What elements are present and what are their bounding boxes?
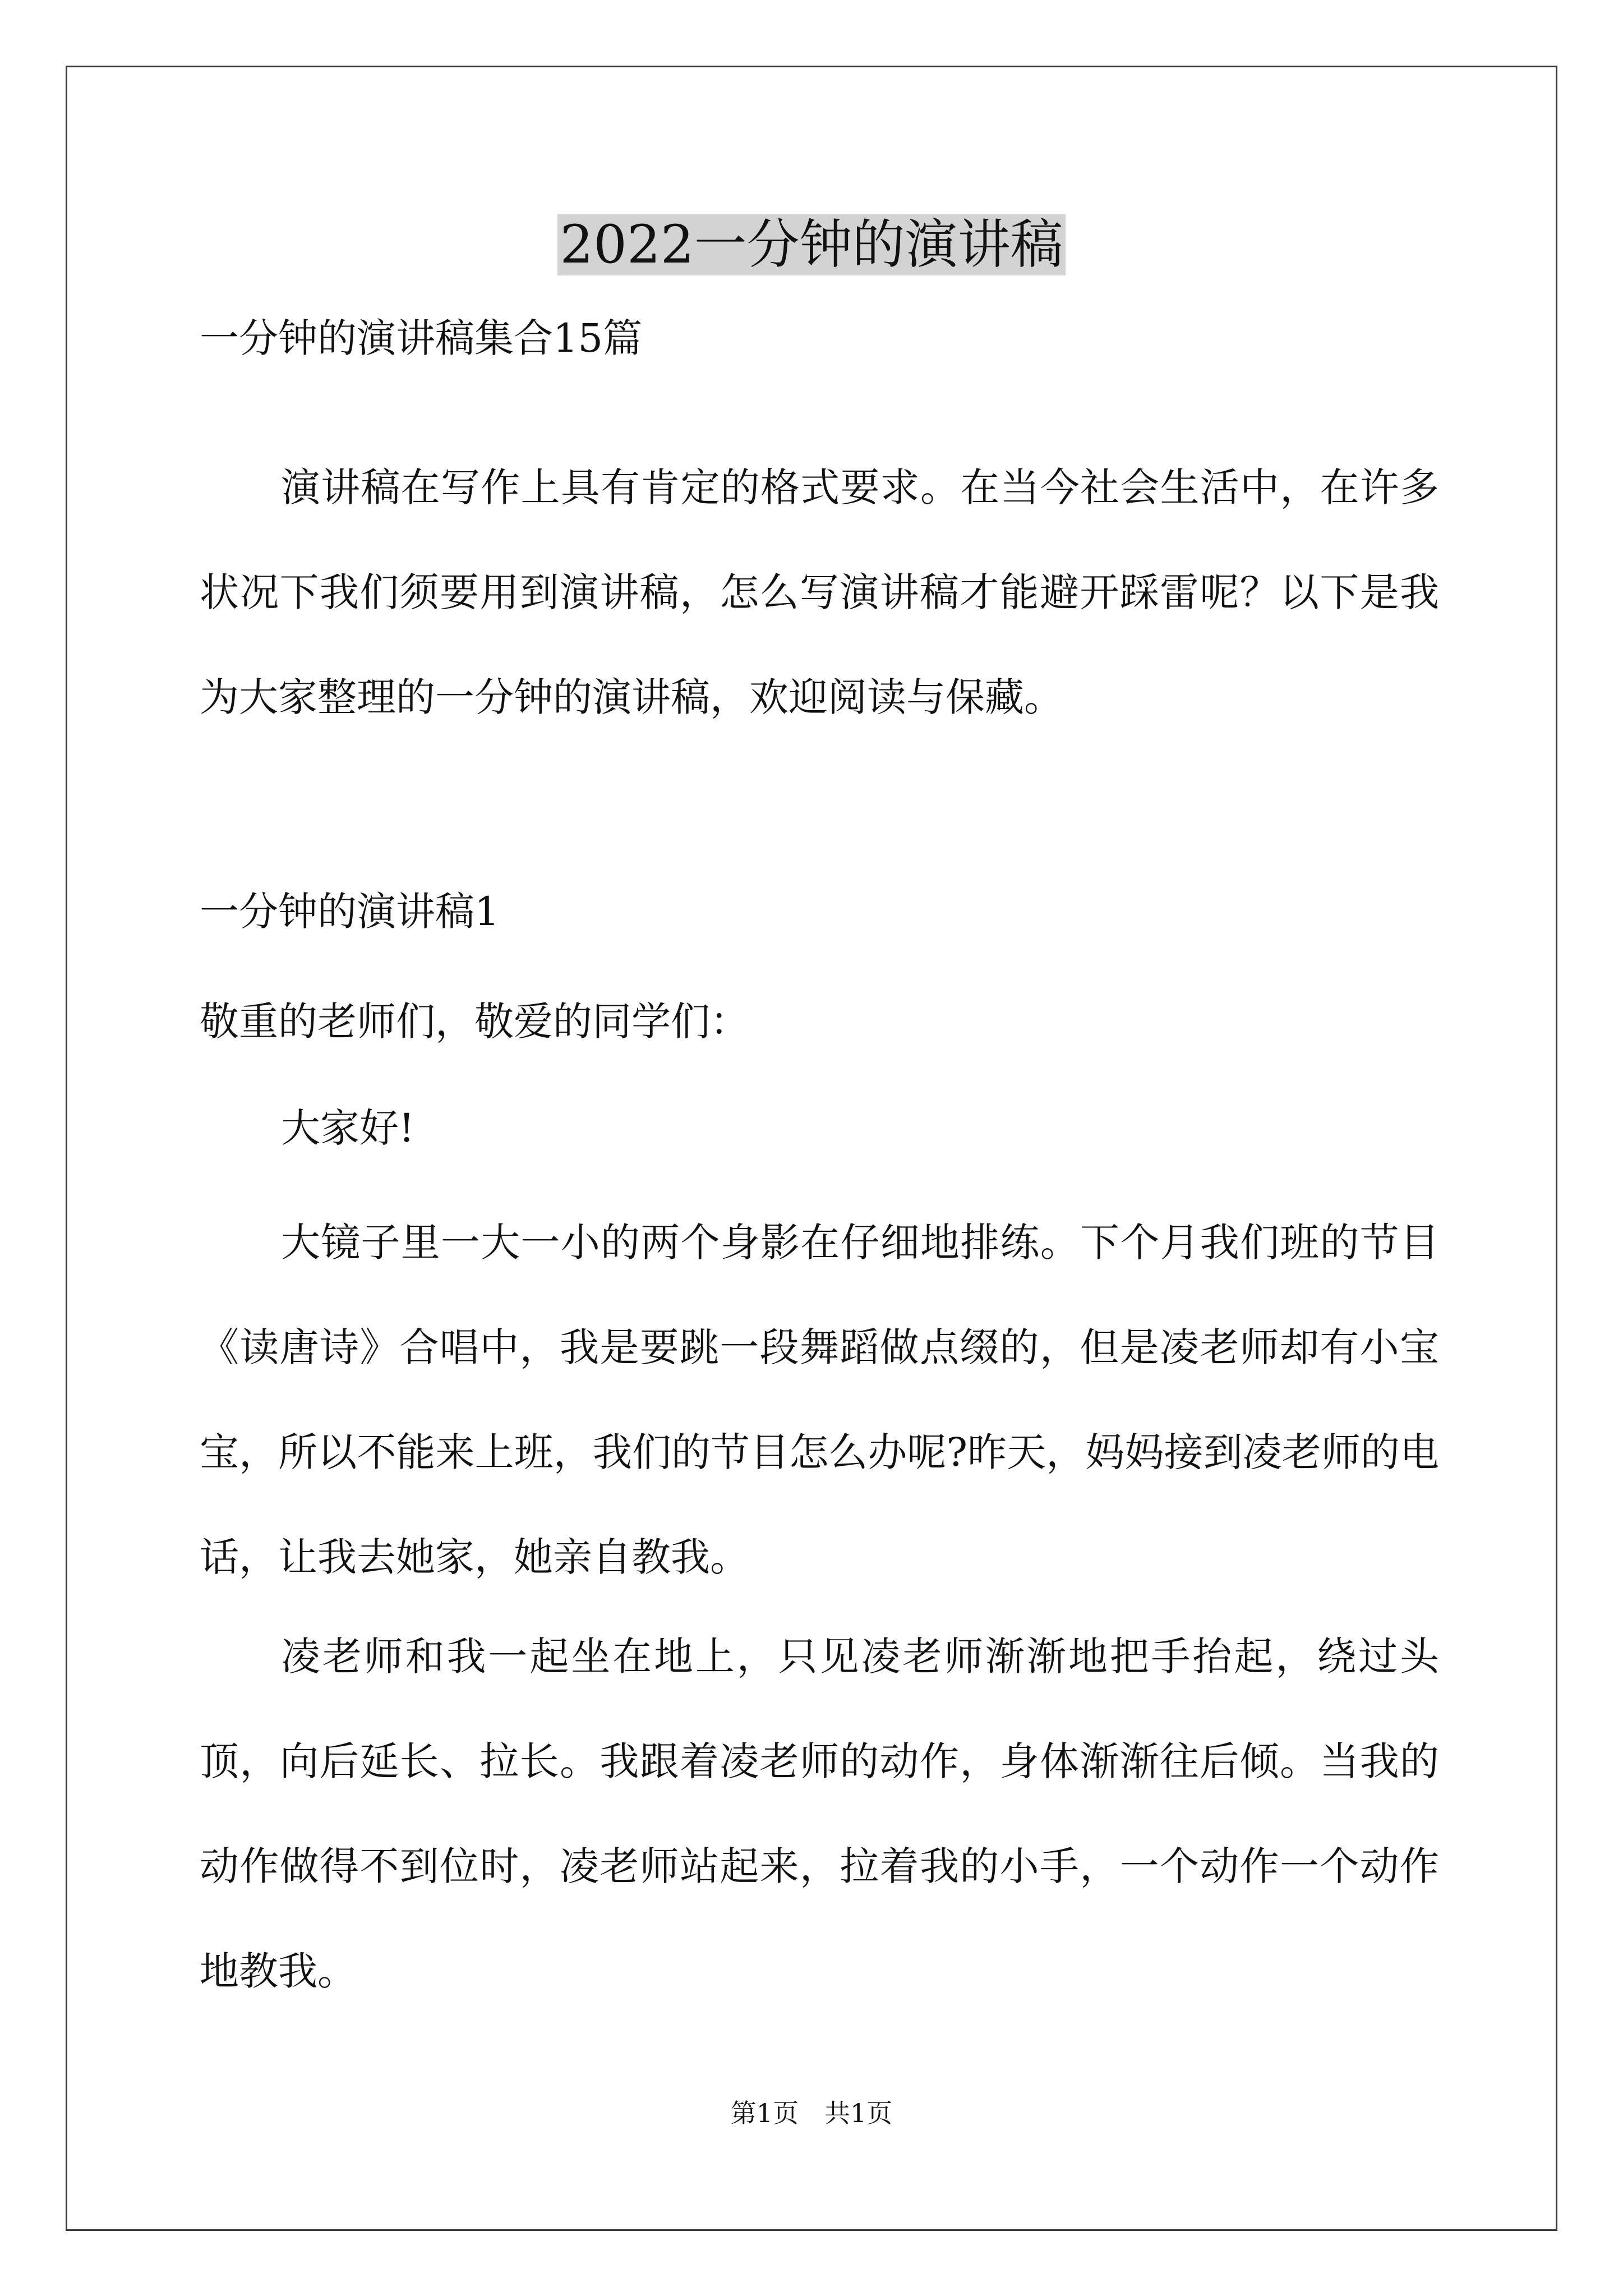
greeting: 大家好! [281, 1105, 415, 1151]
document-title-block [0, 209, 1623, 282]
section-heading: 一分钟的演讲稿1 [200, 889, 500, 935]
body-paragraph-1: 大镜子里一大一小的两个身影在仔细地排练。下个月我们班的节目《读唐诗》合唱中，我是要跳一段舞蹈做点缀的，但是凌老师却有小宝宝，所以不能来上班，我们的节目怎么办呢?昨天，妈妈接到凌老师的电话，让我去她家，她亲自教我。 [200, 1220, 1439, 1580]
intro-paragraph: 演讲稿在写作上具有肯定的格式要求。在当今社会生活中，在许多状况下我们须要用到演讲稿，怎么写演讲稿才能避开踩雷呢？以下是我为大家整理的一分钟的演讲稿，欢迎阅读与保藏。 [200, 464, 1439, 720]
document-title: 2022一分钟的演讲稿 [557, 214, 1065, 275]
salutation: 敬重的老师们，敬爱的同学们： [200, 999, 749, 1045]
document-subtitle: 一分钟的演讲稿集合15篇 [200, 315, 643, 361]
page-number: 第1页 共1页 [730, 2098, 893, 2128]
body-paragraph-2: 凌老师和我一起坐在地上，只见凌老师渐渐地把手抬起，绕过头顶，向后延长、拉长。我跟着凌老师的动作，身体渐渐往后倾。当我的动作做得不到位时，凌老师站起来，拉着我的小手，一个动作一个动作地教我。 [200, 1634, 1439, 1994]
page-footer [0, 2096, 1623, 2130]
